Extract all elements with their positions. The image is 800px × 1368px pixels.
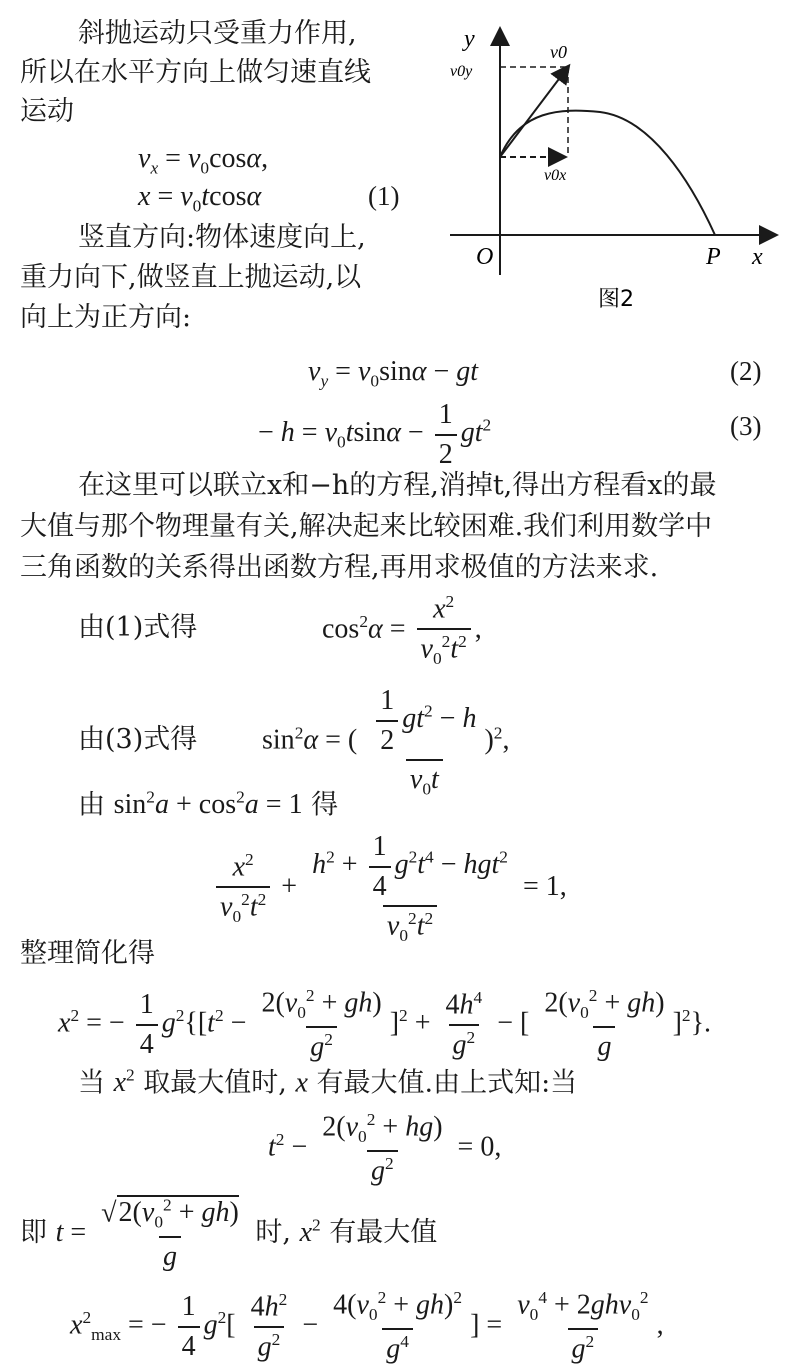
- eq1-line1: $v_x = v_0\cos\alpha$,: [138, 143, 269, 178]
- step1-label: 由(1)式得: [78, 612, 198, 643]
- v0-label: v0: [550, 42, 567, 62]
- eq7: 即 t = $\frac{√2(v_0^2 + gh)}{g}$ 时, $x^2$ 有最大值: [20, 1196, 438, 1272]
- x-label: x: [752, 244, 763, 270]
- y-label: y: [464, 26, 475, 52]
- eq2: $v_y = v_0\sin\alpha$ − gt: [308, 356, 479, 391]
- eq2-tag: (2): [730, 356, 762, 386]
- projectile-figure: [440, 20, 780, 320]
- para2-line1: 竖直方向:物体速度向上,: [78, 222, 366, 253]
- eq3: − $h = v_0tsin\alpha$ − $\frac{1}{2}$ $gt^2$: [258, 399, 492, 470]
- para4: 当 $x^2$ 取最大值时, x 有最大值.由上式知:当: [78, 1066, 578, 1099]
- para3-line1: 在这里可以联立x和−h的方程,消掉t,得出方程看x的最: [78, 470, 717, 501]
- trajectory-curve: [500, 111, 715, 235]
- eq5: $x^2$ = − $\frac{1}{4}$ $g^2\{[t^2$ − $\frac{2(v_0^2 + gh)}{g^2}$ ]$^2$ + $\frac{4h^4}{g^2}$ − [ $\frac{2(v_0^2 + gh)}{g}$ ]$^2$}.: [58, 986, 712, 1063]
- para2-line2: 重力向下,做竖直上抛运动,以: [20, 262, 362, 293]
- eq6: $t^2$ − $\frac{2(v_0^2 + hg)}{g^2}$ = 0,: [268, 1110, 502, 1187]
- para1-line1: 斜抛运动只受重力作用,: [78, 18, 357, 49]
- para1-line3: 运动: [20, 96, 74, 127]
- simplify-label: 整理简化得: [20, 938, 155, 969]
- v0x-label: v0x: [544, 167, 567, 184]
- v0y-label: v0y: [450, 63, 473, 80]
- point-p-label: P: [706, 244, 721, 270]
- step2-formula: $\sin^2\alpha$ = ( $\frac{1}{2}$ $gt^2 - h$ $v_0t$ )$^2$,: [262, 685, 510, 799]
- step3-label: 由 $\sin^2a + \cos^2a = 1$ 得: [78, 788, 339, 821]
- para2-line3: 向上为正方向:: [20, 302, 192, 333]
- step1-formula: $\cos^2\alpha$ = $\frac{x^2}{v_0^2t^2}$ ,: [322, 592, 482, 668]
- eq8: $x^2_{max}$ = − $\frac{1}{4}$ $g^2$[ $\frac{4h^2}{g^2}$ − $\frac{4(v_0^2 + gh)^2}{g^4}$ ] = $\frac{v_0^4 + 2ghv_0^2}{g^2}$ ,: [70, 1288, 664, 1365]
- eq4: $\frac{x^2}{v_0^2t^2}$ + $h^2$ + $\frac{1}{4}$ $g^2t^4 - hgt^2$ $v_0^2t^2$ = 1,: [212, 830, 567, 947]
- eq3-tag: (3): [730, 411, 762, 441]
- eq1-line2: $x = v_0tcos\alpha$: [138, 181, 262, 216]
- para3-line3: 三角函数的关系得出函数方程,再用求极值的方法来求.: [20, 552, 659, 583]
- eq1-tag: (1): [368, 181, 400, 211]
- para3-line2: 大值与那个物理量有关,解决起来比较困难.我们利用数学中: [20, 511, 713, 542]
- para1-line2: 所以在水平方向上做匀速直线: [20, 57, 371, 88]
- step2-label: 由(3)式得: [78, 724, 198, 755]
- figure-caption: 图2: [598, 287, 634, 312]
- origin-label: O: [476, 244, 494, 270]
